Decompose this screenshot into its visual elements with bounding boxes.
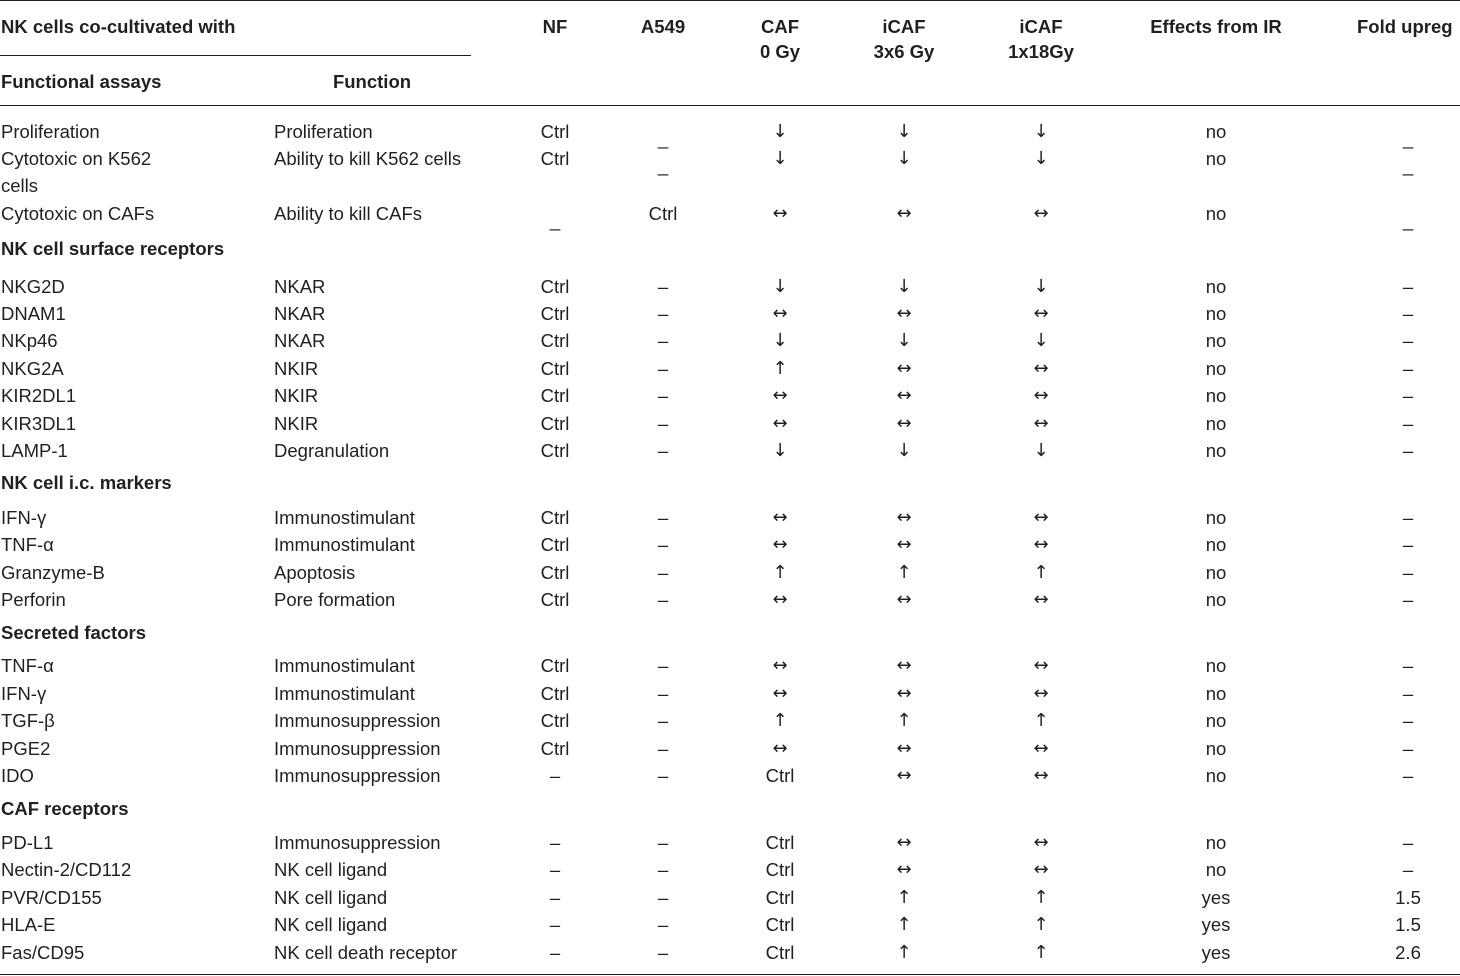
cell-function: Proliferation — [274, 121, 373, 142]
cell-functional-assay: IDO — [1, 765, 34, 786]
cell-function: Immunostimulant — [274, 534, 415, 555]
cell-caf-0gy: ↔ — [772, 203, 788, 224]
cell-a549: _ — [657, 128, 669, 149]
cell-icaf-3x6gy: ↔ — [896, 358, 912, 379]
cell-a549: – — [657, 683, 669, 704]
cell-fold-upreg: _ — [1402, 210, 1414, 231]
cell-fold-upreg: 2.6 — [1395, 942, 1421, 963]
cell-a549: – — [657, 859, 669, 880]
cell-functional-assay: TGF-β — [1, 710, 55, 731]
cell-effects-from-ir: no — [1205, 738, 1227, 759]
cell-nf: Ctrl — [540, 655, 570, 676]
table-title: NK cells co-cultivated with — [1, 16, 236, 37]
cell-a549: – — [657, 507, 669, 528]
table-row — [0, 382, 1460, 409]
cell-caf-0gy: ↔ — [772, 303, 788, 324]
cell-effects-from-ir: no — [1205, 710, 1227, 731]
table-row — [0, 559, 1460, 586]
cell-icaf-1x18gy: ↔ — [1033, 303, 1049, 324]
cell-functional-assay: NKp46 — [1, 330, 58, 351]
cell-caf-0gy: ↑ — [772, 358, 788, 379]
cell-function: NKAR — [274, 303, 326, 324]
cell-icaf-1x18gy: ↑ — [1033, 887, 1049, 908]
cell-caf-0gy: ↔ — [772, 738, 788, 759]
col-header-nf: NF — [542, 16, 568, 37]
cell-icaf-1x18gy: ↔ — [1033, 859, 1049, 880]
cell-functional-assay: Cytotoxic on K562 cells — [1, 148, 152, 196]
cell-effects-from-ir: no — [1205, 413, 1227, 434]
cell-a549: – — [657, 303, 669, 324]
cell-function: Immunostimulant — [274, 655, 415, 676]
cell-nf: Ctrl — [540, 534, 570, 555]
cell-nf: Ctrl — [540, 589, 570, 610]
cell-effects-from-ir: yes — [1201, 887, 1231, 908]
cell-icaf-1x18gy: ↔ — [1033, 655, 1049, 676]
cell-caf-0gy: ↔ — [772, 385, 788, 406]
cell-fold-upreg: – — [1402, 534, 1414, 555]
col-header-functional-assays: Functional assays — [1, 71, 162, 92]
cell-icaf-3x6gy: ↑ — [896, 562, 912, 583]
cell-fold-upreg: – — [1402, 683, 1414, 704]
cell-caf-0gy: ↔ — [772, 534, 788, 555]
cell-icaf-3x6gy: ↑ — [896, 887, 912, 908]
cell-a549: – — [657, 589, 669, 610]
col-header-icaf-3x6-line1: iCAF — [882, 16, 926, 37]
table-bottom-rule — [0, 974, 1460, 975]
section-title: Secreted factors — [1, 622, 146, 643]
cell-function: NK cell death receptor — [274, 942, 458, 963]
col-header-icaf-1x18-line2: 1x18Gy — [1008, 41, 1074, 62]
cell-nf: Ctrl — [540, 562, 570, 583]
table-row — [0, 118, 1460, 149]
cell-functional-assay: PGE2 — [1, 738, 51, 759]
cell-effects-from-ir: no — [1205, 330, 1227, 351]
cell-nf: Ctrl — [540, 330, 570, 351]
cell-icaf-3x6gy: ↔ — [896, 303, 912, 324]
cell-a549: – — [657, 655, 669, 676]
cell-fold-upreg: – — [1402, 358, 1414, 379]
cell-nf: – — [549, 942, 561, 963]
col-header-fold-upreg: Fold upreg — [1357, 16, 1453, 37]
cell-nf: Ctrl — [540, 276, 570, 297]
cell-functional-assay: NKG2D — [1, 276, 65, 297]
cell-fold-upreg: – — [1402, 330, 1414, 351]
cell-effects-from-ir: no — [1205, 440, 1227, 461]
cell-fold-upreg: – — [1402, 562, 1414, 583]
cell-effects-from-ir: no — [1205, 507, 1227, 528]
cell-icaf-3x6gy: ↔ — [896, 738, 912, 759]
cell-function: NKIR — [274, 385, 319, 406]
cell-functional-assay: IFN-γ — [1, 507, 47, 528]
cell-functional-assay: IFN-γ — [1, 683, 47, 704]
cell-effects-from-ir: no — [1205, 303, 1227, 324]
table-row — [0, 939, 1460, 966]
cell-a549: – — [657, 914, 669, 935]
cell-icaf-1x18gy: ↔ — [1033, 413, 1049, 434]
cell-a549: – — [657, 440, 669, 461]
section-title: NK cell i.c. markers — [1, 472, 172, 493]
cell-icaf-1x18gy: ↔ — [1033, 738, 1049, 759]
table-row — [0, 884, 1460, 911]
subheader-rule — [0, 55, 471, 56]
cell-function: NK cell ligand — [274, 887, 388, 908]
cell-caf-0gy: ↓ — [772, 276, 788, 297]
cell-a549: Ctrl — [648, 203, 678, 224]
cell-icaf-3x6gy: ↔ — [896, 385, 912, 406]
cell-effects-from-ir: no — [1205, 859, 1227, 880]
cell-effects-from-ir: yes — [1201, 942, 1231, 963]
cell-fold-upreg: – — [1402, 385, 1414, 406]
cell-effects-from-ir: no — [1205, 562, 1227, 583]
cell-function: NKIR — [274, 413, 319, 434]
cell-functional-assay: Granzyme-B — [1, 562, 105, 583]
cell-fold-upreg: – — [1402, 859, 1414, 880]
cell-effects-from-ir: no — [1205, 765, 1227, 786]
cell-caf-0gy: ↓ — [772, 121, 788, 142]
table-top-rule — [0, 0, 1460, 1]
cell-caf-0gy: ↔ — [772, 413, 788, 434]
table-row — [0, 300, 1460, 327]
table-row — [0, 911, 1460, 938]
cell-icaf-1x18gy: ↔ — [1033, 534, 1049, 555]
cell-a549: – — [657, 738, 669, 759]
cell-function: Pore formation — [274, 589, 396, 610]
cell-function: Immunostimulant — [274, 683, 415, 704]
cell-function: NK cell ligand — [274, 859, 388, 880]
cell-function: Immunosuppression — [274, 765, 441, 786]
cell-fold-upreg: – — [1402, 738, 1414, 759]
col-header-caf-line2: 0 Gy — [759, 41, 801, 62]
cell-a549: – — [657, 562, 669, 583]
cell-nf: – — [549, 914, 561, 935]
cell-fold-upreg: – — [1402, 507, 1414, 528]
cell-caf-0gy: Ctrl — [765, 887, 795, 908]
table-row — [0, 355, 1460, 382]
cell-effects-from-ir: no — [1205, 148, 1227, 169]
cell-caf-0gy: ↑ — [772, 710, 788, 731]
cell-nf: Ctrl — [540, 413, 570, 434]
cell-a549: – — [657, 276, 669, 297]
cell-caf-0gy: ↔ — [772, 507, 788, 528]
cell-effects-from-ir: no — [1205, 683, 1227, 704]
cell-a549: – — [657, 765, 669, 786]
cell-icaf-3x6gy: ↓ — [896, 276, 912, 297]
cell-icaf-1x18gy: ↑ — [1033, 942, 1049, 963]
cell-a549: – — [657, 330, 669, 351]
cell-function: NKAR — [274, 330, 326, 351]
cell-a549: – — [657, 385, 669, 406]
cell-effects-from-ir: no — [1205, 276, 1227, 297]
cell-icaf-3x6gy: ↔ — [896, 203, 912, 224]
cell-functional-assay: TNF-α — [1, 534, 54, 555]
col-header-caf-line1: CAF — [760, 16, 800, 37]
cell-nf: Ctrl — [540, 738, 570, 759]
cell-functional-assay: DNAM1 — [1, 303, 66, 324]
section-title: CAF receptors — [1, 798, 129, 819]
cell-function: NK cell ligand — [274, 914, 388, 935]
cell-fold-upreg: – — [1402, 655, 1414, 676]
col-header-icaf-1x18-line1: iCAF — [1019, 16, 1063, 37]
col-header-caf — [760, 14, 800, 64]
cell-nf: Ctrl — [540, 710, 570, 731]
cell-effects-from-ir: no — [1205, 121, 1227, 142]
cell-icaf-1x18gy: ↑ — [1033, 710, 1049, 731]
cell-a549: _ — [657, 155, 669, 176]
table-row — [0, 652, 1460, 679]
cell-effects-from-ir: no — [1205, 832, 1227, 853]
cell-a549: – — [657, 413, 669, 434]
col-header-icaf-1x18 — [1008, 14, 1074, 64]
cell-functional-assay: Cytotoxic on CAFs — [1, 203, 155, 224]
cell-function: Apoptosis — [274, 562, 356, 583]
table-row — [0, 856, 1460, 883]
cell-icaf-3x6gy: ↓ — [896, 148, 912, 169]
cell-caf-0gy: ↓ — [772, 330, 788, 351]
col-header-a549: A549 — [640, 16, 686, 37]
cell-icaf-3x6gy: ↔ — [896, 655, 912, 676]
cell-icaf-3x6gy: ↔ — [896, 683, 912, 704]
cell-nf: – — [549, 859, 561, 880]
cell-effects-from-ir: no — [1205, 589, 1227, 610]
cell-icaf-3x6gy: ↔ — [896, 765, 912, 786]
cell-icaf-3x6gy: ↔ — [896, 413, 912, 434]
cell-icaf-3x6gy: ↔ — [896, 534, 912, 555]
cell-caf-0gy: Ctrl — [765, 765, 795, 786]
cell-functional-assay: Nectin-2/CD112 — [1, 859, 132, 880]
table-row — [0, 504, 1460, 531]
cell-nf: _ — [549, 210, 561, 231]
cell-functional-assay: Proliferation — [1, 121, 100, 142]
cell-icaf-1x18gy: ↔ — [1033, 832, 1049, 853]
cell-nf: Ctrl — [540, 121, 570, 142]
cell-icaf-3x6gy: ↔ — [896, 832, 912, 853]
section-title: NK cell surface receptors — [1, 238, 225, 259]
cell-effects-from-ir: no — [1205, 358, 1227, 379]
cell-fold-upreg: – — [1402, 413, 1414, 434]
cell-caf-0gy: ↔ — [772, 655, 788, 676]
cell-a549: – — [657, 534, 669, 555]
cell-function: Ability to kill K562 cells — [274, 148, 462, 169]
cell-function: Immunosuppression — [274, 710, 441, 731]
cell-caf-0gy: Ctrl — [765, 859, 795, 880]
cell-nf: Ctrl — [540, 148, 570, 169]
cell-nf: – — [549, 832, 561, 853]
cell-fold-upreg: – — [1402, 832, 1414, 853]
cell-function: NKAR — [274, 276, 326, 297]
cell-function: Immunostimulant — [274, 507, 415, 528]
cell-icaf-3x6gy: ↑ — [896, 710, 912, 731]
cell-icaf-1x18gy: ↔ — [1033, 203, 1049, 224]
cell-a549: – — [657, 942, 669, 963]
cell-fold-upreg: – — [1402, 765, 1414, 786]
cell-icaf-1x18gy: ↔ — [1033, 765, 1049, 786]
cell-fold-upreg: – — [1402, 276, 1414, 297]
cell-icaf-1x18gy: ↑ — [1033, 914, 1049, 935]
table-row — [0, 762, 1460, 789]
cell-function: Degranulation — [274, 440, 390, 461]
table-row — [0, 273, 1460, 300]
cell-nf: Ctrl — [540, 440, 570, 461]
cell-function: NKIR — [274, 358, 319, 379]
cell-icaf-3x6gy: ↑ — [896, 914, 912, 935]
cell-fold-upreg: – — [1402, 710, 1414, 731]
cell-icaf-1x18gy: ↔ — [1033, 589, 1049, 610]
cell-functional-assay: Perforin — [1, 589, 66, 610]
cell-fold-upreg: _ — [1402, 128, 1414, 149]
table-row — [0, 437, 1460, 464]
cell-icaf-1x18gy: ↔ — [1033, 358, 1049, 379]
cell-caf-0gy: ↔ — [772, 589, 788, 610]
cell-icaf-1x18gy: ↔ — [1033, 683, 1049, 704]
cell-fold-upreg: _ — [1402, 155, 1414, 176]
cell-icaf-1x18gy: ↓ — [1033, 148, 1049, 169]
cell-icaf-1x18gy: ↓ — [1033, 440, 1049, 461]
cell-effects-from-ir: yes — [1201, 914, 1231, 935]
cell-icaf-1x18gy: ↓ — [1033, 330, 1049, 351]
cell-caf-0gy: ↓ — [772, 440, 788, 461]
table-row — [0, 735, 1460, 762]
cell-caf-0gy: Ctrl — [765, 914, 795, 935]
cell-functional-assay: KIR2DL1 — [1, 385, 77, 406]
cell-function: Immunosuppression — [274, 832, 441, 853]
cell-icaf-3x6gy: ↓ — [896, 330, 912, 351]
cell-icaf-3x6gy: ↔ — [896, 859, 912, 880]
cell-functional-assay: PVR/CD155 — [1, 887, 102, 908]
cell-nf: – — [549, 765, 561, 786]
cell-icaf-1x18gy: ↓ — [1033, 121, 1049, 142]
table-row — [0, 680, 1460, 707]
cell-nf: Ctrl — [540, 507, 570, 528]
cell-nf: Ctrl — [540, 683, 570, 704]
cell-function: Immunosuppression — [274, 738, 441, 759]
table-row — [0, 410, 1460, 437]
cell-icaf-1x18gy: ↓ — [1033, 276, 1049, 297]
cell-a549: – — [657, 887, 669, 908]
cell-fold-upreg: – — [1402, 589, 1414, 610]
col-header-icaf-3x6 — [874, 14, 935, 64]
cell-icaf-3x6gy: ↓ — [896, 440, 912, 461]
cell-nf: Ctrl — [540, 358, 570, 379]
cell-caf-0gy: Ctrl — [765, 832, 795, 853]
cell-caf-0gy: Ctrl — [765, 942, 795, 963]
col-header-icaf-3x6-line2: 3x6 Gy — [873, 41, 935, 62]
cell-effects-from-ir: no — [1205, 385, 1227, 406]
cell-effects-from-ir: no — [1205, 203, 1227, 224]
cell-icaf-1x18gy: ↔ — [1033, 385, 1049, 406]
cell-a549: – — [657, 710, 669, 731]
cell-functional-assay: NKG2A — [1, 358, 64, 379]
cell-icaf-1x18gy: ↑ — [1033, 562, 1049, 583]
table-row — [0, 531, 1460, 558]
col-header-effects-from-ir: Effects from IR — [1150, 16, 1282, 37]
table-row — [0, 145, 1460, 196]
cell-functional-assay: PD-L1 — [1, 832, 54, 853]
cell-icaf-3x6gy: ↓ — [896, 121, 912, 142]
table-row — [0, 586, 1460, 613]
table-row — [0, 200, 1460, 231]
cell-icaf-3x6gy: ↔ — [896, 589, 912, 610]
header-bottom-rule — [0, 105, 1460, 106]
table-row — [0, 327, 1460, 354]
table-row — [0, 829, 1460, 856]
cell-nf: Ctrl — [540, 303, 570, 324]
cell-caf-0gy: ↓ — [772, 148, 788, 169]
cell-icaf-1x18gy: ↔ — [1033, 507, 1049, 528]
cell-icaf-3x6gy: ↔ — [896, 507, 912, 528]
cell-fold-upreg: – — [1402, 303, 1414, 324]
cell-effects-from-ir: no — [1205, 534, 1227, 555]
cell-nf: – — [549, 887, 561, 908]
cell-functional-assay: HLA-E — [1, 914, 56, 935]
cell-function: Ability to kill CAFs — [274, 203, 423, 224]
cell-caf-0gy: ↑ — [772, 562, 788, 583]
cell-a549: – — [657, 358, 669, 379]
cell-fold-upreg: – — [1402, 440, 1414, 461]
cell-icaf-3x6gy: ↑ — [896, 942, 912, 963]
col-header-function: Function — [332, 71, 412, 92]
cell-functional-assay: LAMP-1 — [1, 440, 68, 461]
cell-functional-assay: Fas/CD95 — [1, 942, 85, 963]
cell-nf: Ctrl — [540, 385, 570, 406]
cell-fold-upreg: 1.5 — [1395, 887, 1421, 908]
cell-functional-assay: KIR3DL1 — [1, 413, 77, 434]
cell-fold-upreg: 1.5 — [1395, 914, 1421, 935]
table-row — [0, 707, 1460, 734]
cell-effects-from-ir: no — [1205, 655, 1227, 676]
cell-a549: – — [657, 832, 669, 853]
cell-caf-0gy: ↔ — [772, 683, 788, 704]
cell-functional-assay: TNF-α — [1, 655, 54, 676]
